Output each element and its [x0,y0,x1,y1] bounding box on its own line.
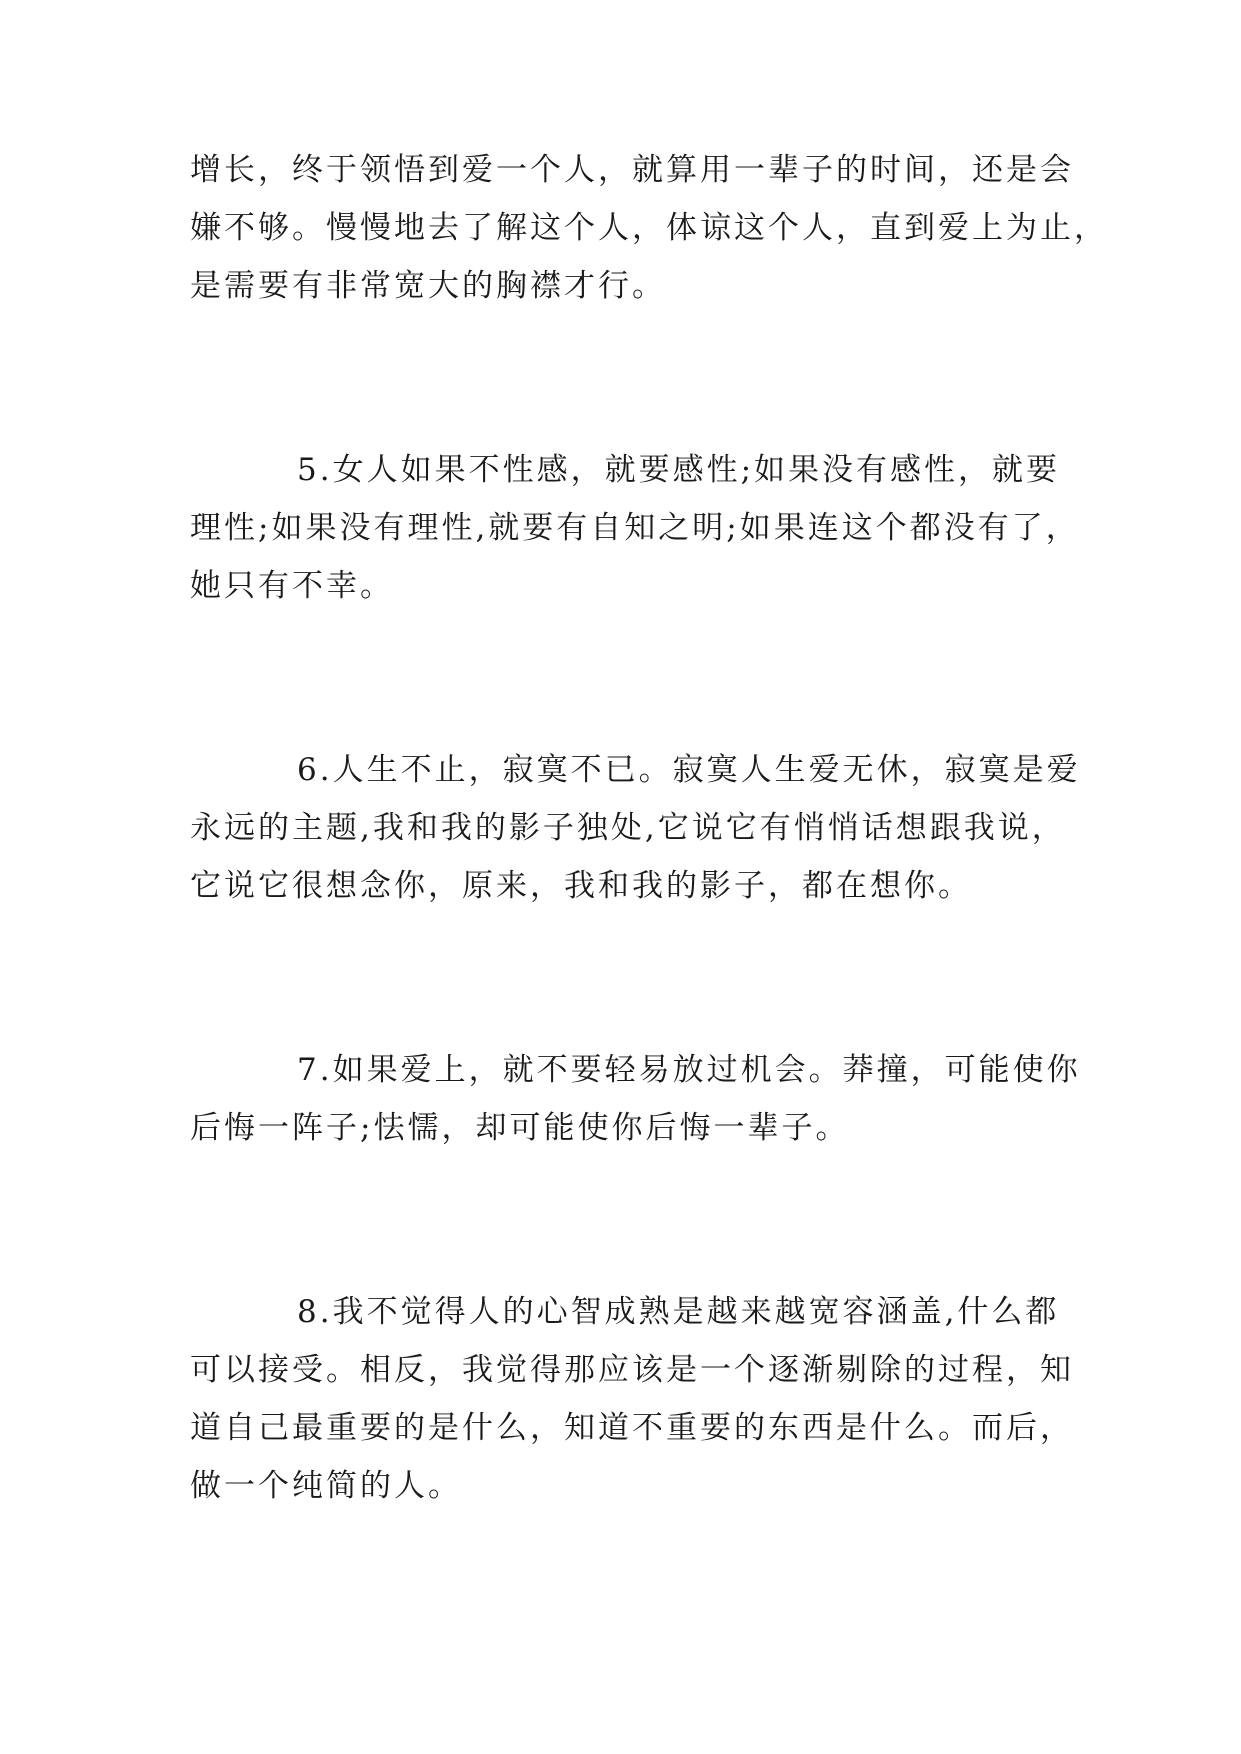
paragraph-8-line-1: 8.我不觉得人的心智成熟是越来越宽容涵盖,什么都 [297,1294,1060,1330]
paragraph-6-line-2: 永远的主题,我和我的影子独处,它说它有悄悄话想跟我说， [190,810,1066,846]
paragraph-7-line-2: 后悔一阵子;怯懦，却可能使你后悔一辈子。 [190,1110,850,1146]
paragraph-6-line-3: 它说它很想念你，原来，我和我的影子，都在想你。 [190,868,972,904]
paragraph-1-line-3: 是需要有非常宽大的胸襟才行。 [190,268,666,304]
paragraph-7-line-1: 7.如果爱上，就不要轻易放过机会。莽撞，可能使你 [297,1052,1081,1088]
paragraph-5-line-2: 理性;如果没有理性,就要有自知之明;如果连这个都没有了， [190,510,1080,546]
paragraph-8-line-2: 可以接受。相反，我觉得那应该是一个逐渐剔除的过程，知 [190,1352,1074,1388]
paragraph-6-line-1: 6.人生不止，寂寞不已。寂寞人生爱无休，寂寞是爱 [297,752,1081,788]
paragraph-5-line-3: 她只有不幸。 [190,568,394,604]
paragraph-1-line-2: 嫌不够。慢慢地去了解这个人，体谅这个人，直到爱上为止， [190,210,1108,246]
paragraph-1-line-1: 增长，终于领悟到爱一个人，就算用一辈子的时间，还是会 [190,152,1074,188]
paragraph-8-line-4: 做一个纯简的人。 [190,1468,462,1504]
paragraph-8-line-3: 道自己最重要的是什么，知道不重要的东西是什么。而后， [190,1410,1074,1446]
paragraph-5-line-1: 5.女人如果不性感，就要感性;如果没有感性，就要 [297,452,1061,488]
